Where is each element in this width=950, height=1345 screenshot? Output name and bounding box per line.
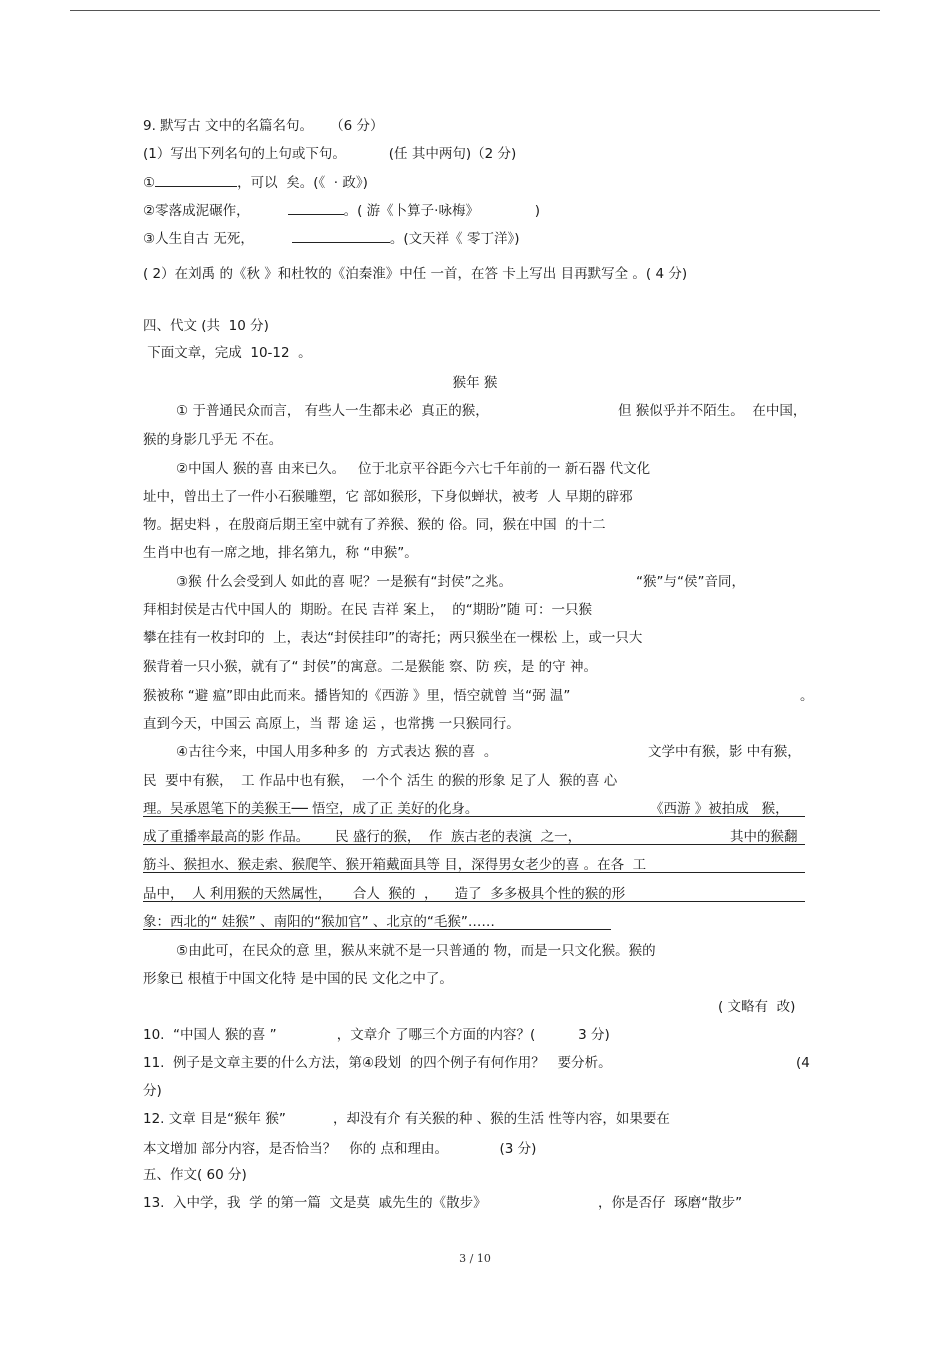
p2-line2: 址中，曾出土了一件小石猴雕塑，它 部如猴形，下身似蝉状，被考 人 早期的辟邪: [143, 489, 633, 505]
q9-heading: 9. 默写古 文中的名篇名句。 （6 分）: [143, 118, 384, 134]
page-number: 3 / 10: [459, 1252, 491, 1265]
p3-line5-end: 。: [800, 688, 814, 704]
section4-intro: 下面文章，完成 10-12 。: [143, 345, 312, 361]
p4-line5: 筋斗、猴担水、猴走索、猴爬竿、猴开箱戴面具等 目，深得男女老少的喜 。在各 工: [143, 857, 647, 873]
source-note: ( 文略有 改): [718, 999, 796, 1015]
answer-blank-1: [155, 172, 237, 187]
q9-sub1: (1）写出下列名句的上句或下句。 (任 其中两句)（2 分): [143, 146, 517, 162]
underline-rule: [143, 816, 805, 817]
p3-line1: ③猴 什么会受到人 如此的喜 呢？一是猴有“封侯”之兆。: [176, 574, 512, 590]
underline-rule: [143, 872, 805, 873]
p5-line1: ⑤由此可，在民众的意 里，猴从来就不是一只普通的 物，而是一只文化猴。猴的: [176, 943, 656, 959]
q9-item3-source: 。(文天祥《 零丁洋》): [389, 231, 520, 247]
p1-line1-end: 但 猴似乎并不陌生。 在中国，: [618, 403, 807, 419]
p3-line1-end: “猴”与“侯”音同，: [636, 574, 745, 590]
p4-line4: 成了重播率最高的影 作品。 民 盛行的猴， 作 族古老的表演 之一，: [143, 829, 582, 845]
p1-line2: 猴的身影几乎无 不在。: [143, 432, 283, 448]
q9-sub2: ( 2）在刘禹 的《秋 》和杜牧的《泊秦淮》中任 一首，在答 卡上写出 目再默写全 。( 4 分): [143, 266, 688, 282]
q13: 13. 入中学，我 学 的第一篇 文是莫 戚先生的《散步》: [143, 1195, 487, 1211]
p4-line3: 理。吴承恩笔下的美猴王── 悟空，成了正 美好的化身。: [143, 801, 479, 817]
q9-item1: [143, 172, 368, 193]
p3-line6: 直到今天，中国云 高原上，当 帮 途 运 ，也常携 一只猴同行。: [143, 716, 520, 732]
answer-blank-2: [288, 200, 344, 215]
p2-line3: 物。据史料 ，在殷商后期王室中就有了养猴、猴的 俗。同，猴在中国 的十二: [143, 517, 606, 533]
article-title: 猴年 猴: [452, 375, 498, 391]
p3-line2: 拜相封侯是古代中国人的 期盼。在民 吉祥 案上， 的“期盼”随 可：一只猴: [143, 602, 593, 618]
underline-rule: [143, 901, 805, 902]
q12-line1: 12. 文章 目是“猴年 猴” ，却没有介 有关猴的种 、猴的生活 性等内容，如果要在: [143, 1111, 670, 1127]
q12-line2: 本文增加 部分内容，是否恰当？ 你的 点和理由。 (3 分): [143, 1141, 537, 1157]
q9-item2-source: 。( 游《卜算子·咏梅》 ): [343, 203, 541, 219]
p4-line7: 象：西北的“ 娃猴” 、南阳的“猴加官” 、北京的“毛猴”……: [143, 914, 495, 930]
q9-item2-text: ②零落成泥碾作，: [143, 203, 250, 219]
p4-line1-end: 文学中有猴，影 中有猴，: [648, 744, 801, 760]
p4-line2: 民 要中有猴， 工 作品中也有猴， 一个个 活生 的猴的形象 足了人 猴的喜 心: [143, 773, 618, 789]
q10: 10. “中国人 猴的喜 ” ，文章介 了哪三个方面的内容？( 3 分): [143, 1027, 610, 1043]
p1-line1: ① 于普通民众而言， 有些人一生都未必 真正的猴，: [176, 403, 489, 419]
p2-line1: ②中国人 猴的喜 由来已久。 位于北京平谷距今六七千年前的一 新石器 代文化: [176, 461, 651, 477]
p3-line5: 猴被称 “避 瘟”即由此而来。播皆知的《西游 》里，悟空就曾 当“弼 温”: [143, 688, 571, 704]
section5-heading: 五、作文( 60 分): [143, 1167, 247, 1183]
q9-item3: [143, 228, 519, 249]
p2-line4: 生肖中也有一席之地，排名第九，称 “申猴”。: [143, 545, 418, 561]
q9-item2: [143, 200, 540, 221]
q11: 11. 例子是文章主要的什么方法，第④段划 的四个例子有何作用？ 要分析。: [143, 1055, 612, 1071]
q9-item3-text: ③人生自古 无死，: [143, 231, 254, 247]
p5-line2: 形象已 根植于中国文化特 是中国的民 文化之中了。: [143, 971, 453, 987]
section4-heading: 四、代文 (共 10 分): [143, 318, 269, 334]
q9-item1-text: ，可以 矣。(《 · 政》): [237, 175, 368, 191]
p4-line3-end: 《西游 》被拍成 猴，: [650, 801, 789, 817]
underline-rule: [143, 844, 805, 845]
q11-tail: 分): [143, 1083, 162, 1099]
underline-rule: [143, 929, 611, 930]
p4-line6: 品中， 人 利用猴的天然属性， 合人 猴的 ， 造了 多多极具个性的猴的形: [143, 886, 626, 902]
p3-line3: 攀在挂有一枚封印的 上，表达“封侯挂印”的寄托；两只猴坐在一棵松 上，或一只大: [143, 630, 643, 646]
answer-blank-3: [292, 228, 390, 243]
p4-line1: ④古往今来，中国人用多种多 的 方式表达 猴的喜 。: [176, 744, 498, 760]
q13-end: ，你是否仔 琢磨“散步”: [598, 1195, 743, 1211]
q9-item1-label: ①: [143, 175, 156, 191]
q11-score: (4: [796, 1055, 810, 1071]
top-rule: [70, 10, 880, 11]
p3-line4: 猴背着一只小猴，就有了“ 封侯”的寓意。二是猴能 察、防 疾，是 的守 神。: [143, 659, 597, 675]
p4-line4-end: 其中的猴翻: [730, 829, 798, 845]
